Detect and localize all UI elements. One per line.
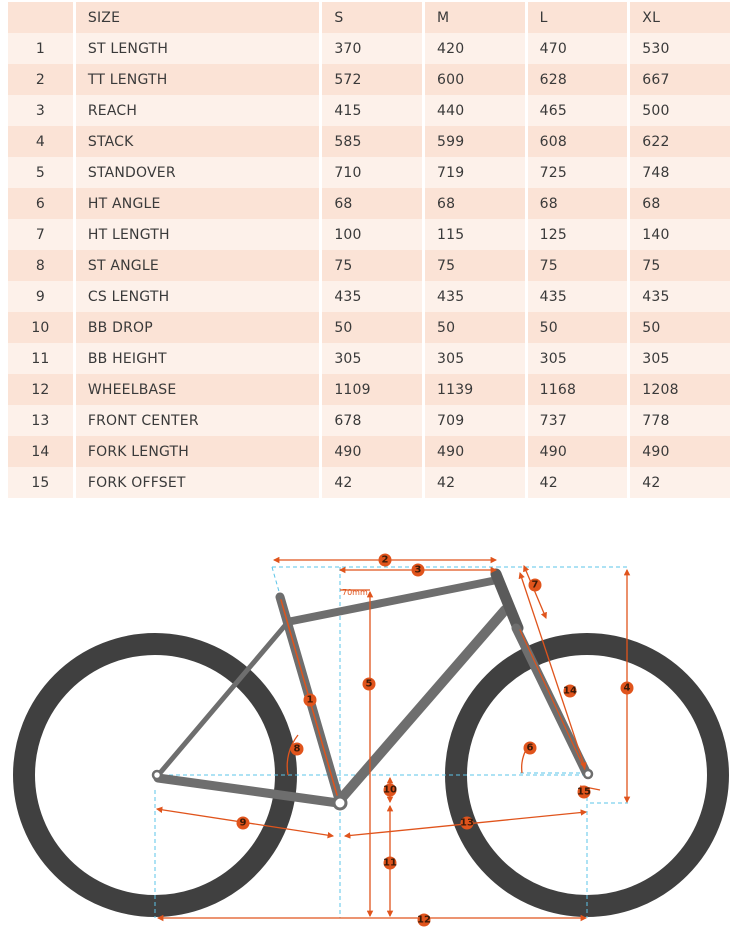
row-number: 12	[8, 374, 73, 405]
svg-text:4: 4	[623, 682, 631, 694]
marker-15	[577, 786, 591, 799]
row-label: FORK OFFSET	[76, 467, 319, 498]
chain-stay	[158, 778, 338, 803]
row-label: CS LENGTH	[76, 281, 319, 312]
value-xl: 305	[630, 343, 730, 374]
value-l: 470	[528, 33, 628, 64]
value-m: 50	[425, 312, 525, 343]
value-xl: 140	[630, 219, 730, 250]
marker-6	[524, 742, 537, 755]
row-number: 4	[8, 126, 73, 157]
value-l: 608	[528, 126, 628, 157]
marker-5	[363, 678, 376, 691]
value-l: 75	[528, 250, 628, 281]
value-xl: 667	[630, 64, 730, 95]
row-number: 6	[8, 188, 73, 219]
header-s-cell: S	[322, 2, 422, 33]
value-s: 370	[322, 33, 422, 64]
marker-13	[460, 817, 474, 830]
bike-frame	[153, 574, 592, 809]
value-l: 1168	[528, 374, 628, 405]
value-xl: 490	[630, 436, 730, 467]
value-xl: 500	[630, 95, 730, 126]
row-label: FRONT CENTER	[76, 405, 319, 436]
svg-text:6: 6	[526, 742, 534, 754]
value-xl: 622	[630, 126, 730, 157]
value-m: 490	[425, 436, 525, 467]
svg-text:9: 9	[239, 817, 247, 829]
row-number: 7	[8, 219, 73, 250]
value-s: 100	[322, 219, 422, 250]
row-label: REACH	[76, 95, 319, 126]
value-l: 490	[528, 436, 628, 467]
value-m: 115	[425, 219, 525, 250]
value-l: 68	[528, 188, 628, 219]
row-number: 14	[8, 436, 73, 467]
svg-text:7: 7	[531, 579, 539, 591]
value-m: 305	[425, 343, 525, 374]
value-xl: 778	[630, 405, 730, 436]
row-label: STANDOVER	[76, 157, 319, 188]
row-label: WHEELBASE	[76, 374, 319, 405]
value-s: 68	[322, 188, 422, 219]
value-s: 710	[322, 157, 422, 188]
marker-8	[291, 743, 304, 756]
marker-7	[529, 579, 542, 592]
svg-text:10: 10	[383, 784, 397, 796]
svg-text:2: 2	[381, 554, 389, 566]
value-l: 725	[528, 157, 628, 188]
row-label: HT ANGLE	[76, 188, 319, 219]
bottom-bracket	[334, 797, 346, 809]
value-s: 572	[322, 64, 422, 95]
svg-text:13: 13	[460, 817, 474, 829]
row-number: 15	[8, 467, 73, 498]
row-number: 2	[8, 64, 73, 95]
value-xl: 530	[630, 33, 730, 64]
value-s: 490	[322, 436, 422, 467]
seat-setback-label: 70mm	[342, 588, 368, 597]
row-label: BB DROP	[76, 312, 319, 343]
value-s: 678	[322, 405, 422, 436]
row-label: STACK	[76, 126, 319, 157]
marker-10	[383, 784, 397, 797]
value-s: 75	[322, 250, 422, 281]
value-m: 719	[425, 157, 525, 188]
value-s: 42	[322, 467, 422, 498]
row-label: ST ANGLE	[76, 250, 319, 281]
value-m: 709	[425, 405, 525, 436]
value-l: 42	[528, 467, 628, 498]
marker-4	[621, 682, 634, 695]
top-tube	[287, 580, 497, 622]
value-s: 50	[322, 312, 422, 343]
value-xl: 435	[630, 281, 730, 312]
marker-14	[563, 685, 577, 698]
svg-text:1: 1	[306, 694, 314, 706]
row-number: 10	[8, 312, 73, 343]
row-number: 5	[8, 157, 73, 188]
svg-text:14: 14	[563, 685, 577, 697]
header-m-cell: M	[425, 2, 525, 33]
svg-text:12: 12	[417, 914, 431, 926]
row-number: 1	[8, 33, 73, 64]
header-xl-cell: XL	[630, 2, 730, 33]
value-m: 440	[425, 95, 525, 126]
value-l: 465	[528, 95, 628, 126]
svg-text:5: 5	[365, 678, 373, 690]
value-s: 585	[322, 126, 422, 157]
value-m: 600	[425, 64, 525, 95]
marker-12	[417, 914, 431, 927]
rear-dropout	[153, 771, 161, 779]
row-number: 9	[8, 281, 73, 312]
row-number: 11	[8, 343, 73, 374]
row-number: 3	[8, 95, 73, 126]
row-number: 8	[8, 250, 73, 281]
value-s: 305	[322, 343, 422, 374]
row-label: ST LENGTH	[76, 33, 319, 64]
front-dropout	[584, 770, 592, 778]
value-m: 75	[425, 250, 525, 281]
value-m: 599	[425, 126, 525, 157]
row-label: FORK LENGTH	[76, 436, 319, 467]
value-m: 42	[425, 467, 525, 498]
value-l: 737	[528, 405, 628, 436]
value-xl: 42	[630, 467, 730, 498]
value-xl: 75	[630, 250, 730, 281]
marker-9	[237, 817, 250, 830]
svg-text:11: 11	[383, 857, 397, 869]
value-xl: 748	[630, 157, 730, 188]
value-xl: 1208	[630, 374, 730, 405]
value-s: 415	[322, 95, 422, 126]
marker-11	[383, 857, 397, 870]
value-l: 125	[528, 219, 628, 250]
svg-text:8: 8	[293, 743, 301, 755]
value-s: 435	[322, 281, 422, 312]
header-l-cell: L	[528, 2, 628, 33]
value-m: 420	[425, 33, 525, 64]
value-xl: 68	[630, 188, 730, 219]
value-l: 50	[528, 312, 628, 343]
value-l: 435	[528, 281, 628, 312]
marker-2	[379, 554, 392, 567]
row-label: BB HEIGHT	[76, 343, 319, 374]
value-m: 435	[425, 281, 525, 312]
value-s: 1109	[322, 374, 422, 405]
value-l: 305	[528, 343, 628, 374]
svg-text:15: 15	[577, 786, 591, 798]
row-label: HT LENGTH	[76, 219, 319, 250]
row-label: TT LENGTH	[76, 64, 319, 95]
value-m: 68	[425, 188, 525, 219]
marker-1	[304, 694, 317, 707]
svg-text:3: 3	[414, 564, 422, 576]
value-m: 1139	[425, 374, 525, 405]
marker-3	[412, 564, 425, 577]
row-number: 13	[8, 405, 73, 436]
value-xl: 50	[630, 312, 730, 343]
header-size-cell: SIZE	[76, 2, 319, 33]
value-l: 628	[528, 64, 628, 95]
